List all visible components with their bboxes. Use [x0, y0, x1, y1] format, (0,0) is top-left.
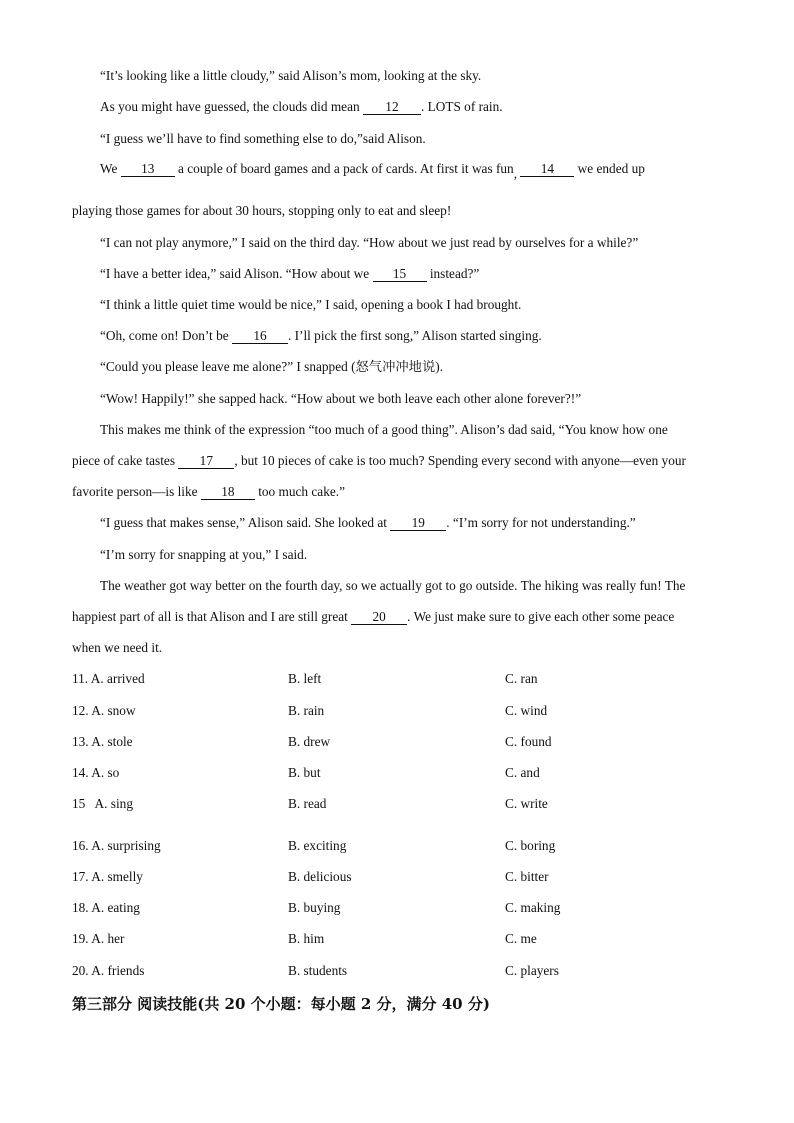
passage-text: happiest part of all is that Alison and I are still great	[72, 609, 348, 624]
passage-text: playing those games for about 30 hours, stopping only to eat and sleep!	[72, 203, 452, 218]
passage-line	[100, 67, 481, 85]
passage-text: “I think a little quiet time would be nice,” I said, opening a book I had brought.	[100, 297, 522, 312]
passage-line	[72, 639, 162, 657]
option-b: B. left	[288, 671, 322, 686]
passage-text: We	[100, 161, 118, 176]
passage-text: As you might have guessed, the clouds did mean	[100, 99, 360, 114]
question-20: 20. A. friends	[72, 963, 145, 978]
option-b: B. buying	[288, 900, 341, 915]
option-c: C. wind	[505, 703, 548, 718]
passage-text: when we need it.	[72, 640, 163, 655]
passage-text: This makes me think of the expression “too much of a good thing”. Alison’s dad said, “You know how one	[100, 422, 668, 437]
option-c: C. found	[505, 734, 552, 749]
passage-text: “It’s looking like a little cloudy,” said Alison’s mom, looking at the sky.	[100, 68, 482, 83]
blank-18: 18	[201, 484, 255, 500]
passage-text: too much cake.”	[258, 484, 345, 499]
passage-text: “Oh, come on! Don’t be	[100, 328, 229, 343]
option-b: B. him	[288, 931, 325, 946]
question-15: 15 A. sing	[72, 796, 133, 811]
passage-line	[100, 98, 503, 116]
passage-line	[100, 160, 645, 181]
passage-line	[100, 130, 426, 148]
passage-line	[100, 546, 307, 564]
question-19: 19. A. her	[72, 931, 125, 946]
passage-line	[72, 608, 674, 626]
passage-text: “I guess we’ll have to find something else to do,”said Alison.	[100, 131, 426, 146]
passage-text: ,	[513, 166, 518, 181]
passage-text: “Wow! Happily!” she sapped hack. “How about we both leave each other alone forever?!”	[100, 391, 582, 406]
passage-line	[100, 577, 685, 595]
passage-text: . “I’m sorry for not understanding.”	[446, 515, 636, 530]
passage-line	[100, 265, 479, 283]
option-b: B. rain	[288, 703, 325, 718]
passage-text: “I can not play anymore,” I said on the third day. “How about we just read by ourselves for a while?”	[100, 235, 639, 250]
passage-text: piece of cake tastes	[72, 453, 175, 468]
passage-line	[100, 327, 542, 345]
passage-text: favorite person—is like	[72, 484, 198, 499]
question-16: 16. A. surprising	[72, 838, 161, 853]
blank-17: 17	[178, 453, 234, 469]
passage-line	[100, 296, 521, 314]
blank-12: 12	[363, 99, 421, 115]
passage-text: , but 10 pieces of cake is too much? Spending every second with anyone—even your	[234, 453, 686, 468]
passage-text: instead?”	[429, 266, 480, 281]
passage-line	[72, 202, 451, 220]
passage-line	[72, 483, 345, 501]
section-heading: 第三部分 阅读技能(共 20 个小题：每小题 2 分，满分 40 分)	[72, 995, 490, 1013]
option-b: B. but	[288, 765, 321, 780]
passage-text: “I guess that makes sense,” Alison said. She looked at	[100, 515, 387, 530]
question-12: 12. A. snow	[72, 703, 136, 718]
question-11: 11. A. arrived	[72, 671, 145, 686]
option-b: B. read	[288, 796, 327, 811]
passage-line	[72, 452, 686, 470]
blank-19: 19	[390, 515, 446, 531]
option-b: B. students	[288, 963, 348, 978]
passage-text: “I have a better idea,” said Alison. “How about we	[100, 266, 370, 281]
question-17: 17. A. smelly	[72, 869, 143, 884]
blank-14: 14	[520, 161, 574, 177]
option-c: C. players	[505, 963, 559, 978]
option-c: C. making	[505, 900, 561, 915]
option-c: C. boring	[505, 838, 556, 853]
option-c: C. bitter	[505, 869, 549, 884]
blank-20: 20	[351, 609, 407, 625]
blank-13: 13	[121, 161, 175, 177]
blank-16: 16	[232, 328, 288, 344]
passage-text: . LOTS of rain.	[420, 99, 503, 114]
option-c: C. ran	[505, 671, 538, 686]
question-14: 14. A. so	[72, 765, 120, 780]
option-c: C. me	[505, 931, 537, 946]
option-c: C. write	[505, 796, 548, 811]
passage-text: “Could you please leave me alone?” I snapped (怒气冲冲地说).	[100, 359, 444, 374]
question-13: 13. A. stole	[72, 734, 133, 749]
passage-text: . I’ll pick the first song,” Alison started singing.	[287, 328, 542, 343]
option-b: B. delicious	[288, 869, 352, 884]
passage-line	[100, 514, 636, 532]
passage-text: “I’m sorry for snapping at you,” I said.	[100, 547, 308, 562]
option-c: C. and	[505, 765, 540, 780]
passage-line	[100, 358, 443, 376]
passage-text: The weather got way better on the fourth day, so we actually got to go outside. The hiking was really fun! The	[100, 578, 686, 593]
passage-line	[100, 234, 638, 252]
passage-text: a couple of board games and a pack of cards. At first it was fun	[178, 161, 514, 176]
passage-line	[100, 421, 668, 439]
option-b: B. exciting	[288, 838, 347, 853]
question-18: 18. A. eating	[72, 900, 140, 915]
passage-line	[100, 390, 581, 408]
passage-text: we ended up	[577, 161, 645, 176]
option-b: B. drew	[288, 734, 331, 749]
blank-15: 15	[373, 266, 427, 282]
passage-text: . We just make sure to give each other some peace	[407, 609, 675, 624]
